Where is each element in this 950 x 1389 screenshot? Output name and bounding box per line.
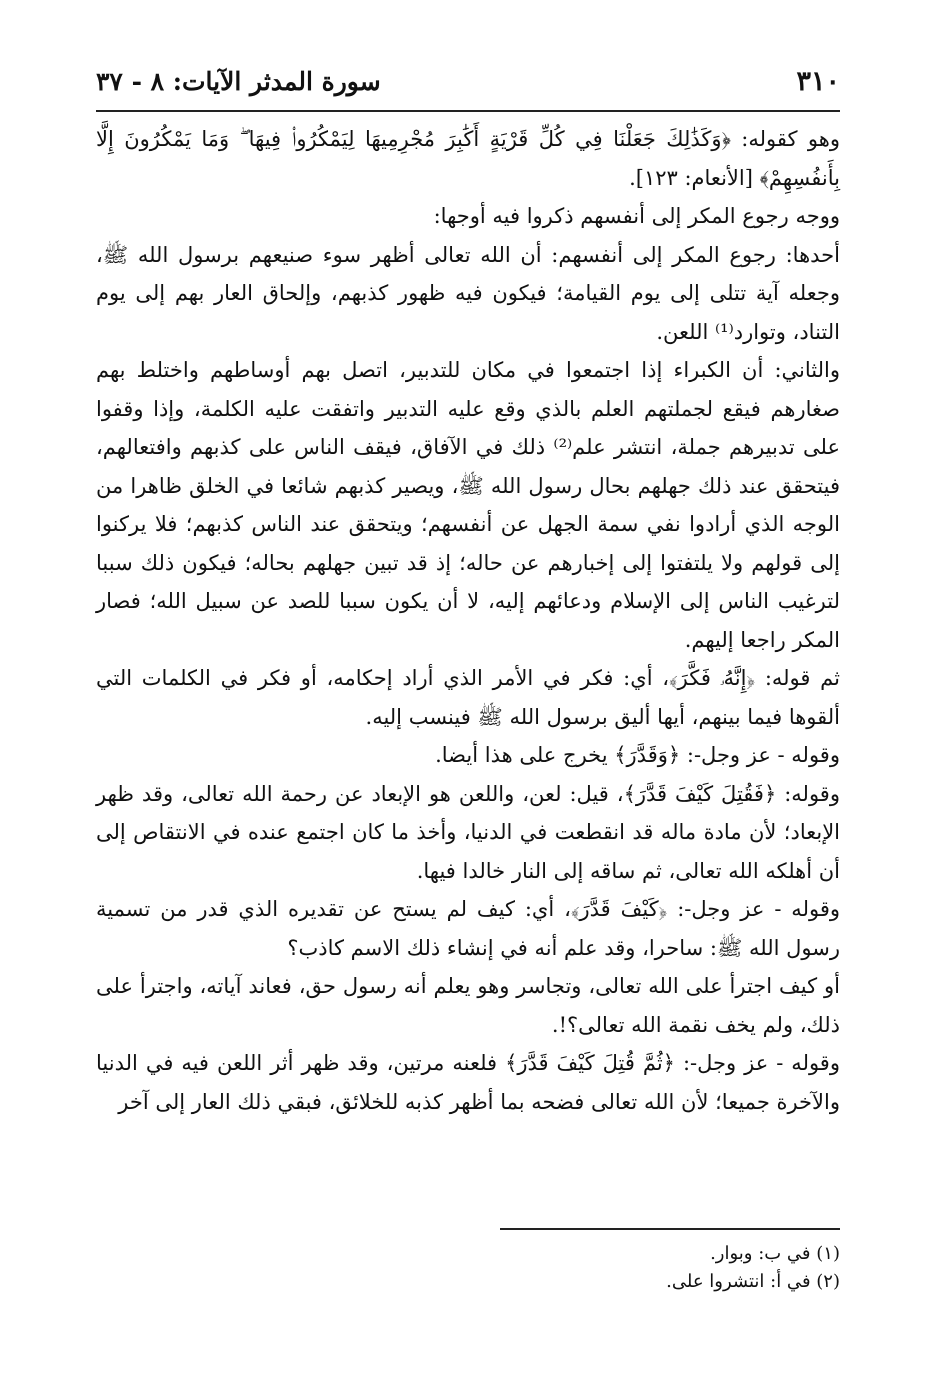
paragraph: وقوله - عز وجل-: ﴿ثُمَّ قُتِلَ كَيْفَ قَدَّرَ﴾ فلعنه مرتين، وقد ظهر أثر اللعن فيه في الدنيا والآخرة جميعا؛ لأن الله تعالى فضحه بما أظهر كذبه للخلائق، فبقي ذلك العار إلى آخر xyxy=(96,1051,840,1114)
paragraph: وقوله - عز وجل-: ﴿كَيْفَ قَدَّرَ﴾، أي: كيف لم يستح عن تقديره الذي قدر من تسمية رسول الله ﷺ: ساحرا، وقد علم أنه في إنشاء ذلك الاسم كاذب؟ xyxy=(96,897,840,960)
paragraph: والثاني: أن الكبراء إذا اجتمعوا في مكان للتدبير، اتصل بهم أوساطهم واختلط بهم صغارهم فيقع لجملتهم العلم بالذي وقع عليه التدبير واتفقت عليه الكلمة، وإذا وقفوا على تدبيرهم جملة، انتشر علم⁽²⁾ ذلك في الآفاق، فيقف الناس على كذبهم وافتعالهم، فيتحقق عند ذلك جهلهم بحال رسول الله ﷺ، ويصير كذبهم شائعا في الخلق ظاهرا من الوجه الذي أرادوا نفي سمة الجهل عن أنفسهم؛ ويتحقق عند الناس كذبهم؛ فلا يركنوا إلى قولهم ولا يلتفتوا إلى إخبارهم عن حاله؛ إذ قد تبين جهلهم بحاله؛ فيكون ذلك سببا لترغيب الناس إلى الإسلام ودعائهم إليه، لا أن يكون سببا للصد عن سبيل الله؛ فصار المكر راجعا إليهم. xyxy=(96,358,841,652)
footnote: (٢) في أ: انتشروا على. xyxy=(666,1271,840,1292)
footnote-divider xyxy=(500,1228,840,1230)
paragraph: ووجه رجوع المكر إلى أنفسهم ذكروا فيه أوجها: xyxy=(433,204,840,228)
page-header xyxy=(96,64,840,104)
running-title: سورة المدثر الآيات: ٨ - ٣٧ xyxy=(96,67,381,96)
header-divider xyxy=(96,110,840,112)
main-text xyxy=(96,120,840,1121)
footnotes xyxy=(96,1240,840,1296)
paragraph: وهو كقوله: ﴿وَكَذَٰلِكَ جَعَلْنَا فِي كُلِّ قَرْيَةٍ أَكَٰبِرَ مُجْرِمِيهَا لِيَمْكُرُوا۟ فِيهَا ۖ وَمَا يَمْكُرُونَ إِلَّا بِأَنفُسِهِمْ﴾ [الأنعام: ١٢٣]. xyxy=(96,127,840,190)
page-number: ٣١٠ xyxy=(796,66,840,97)
paragraph: أحدها: رجوع المكر إلى أنفسهم: أن الله تعالى أظهر سوء صنيعهم برسول الله ﷺ، وجعله آية تتلى إلى يوم القيامة؛ فيكون فيه ظهور كذبهم، وإلحاق العار بهم إلى يوم التناد، وتوارد⁽¹⁾ اللعن. xyxy=(96,242,840,344)
paragraph: أو كيف اجترأ على الله تعالى، وتجاسر وهو يعلم أنه رسول حق، فعاند آياته، واجترأ على ذلك، ولم يخف نقمة الله تعالى؟!. xyxy=(96,974,840,1037)
paragraph: ثم قوله: ﴿إِنَّهُۥ فَكَّرَ﴾، أي: فكر في الأمر الذي أراد إحكامه، أو فكر في الكلمات التي ألقوها فيما بينهم، أيها أليق برسول الله ﷺ فينسب إليه. xyxy=(96,666,840,729)
footnote: (١) في ب: وبوار. xyxy=(710,1243,840,1264)
paragraph: وقوله: ﴿فَقُتِلَ كَيْفَ قَدَّرَ﴾، قيل: لعن، واللعن هو الإبعاد عن رحمة الله تعالى، وقد ظهر الإبعاد؛ لأن مادة ماله قد انقطعت في الدنيا، وأخذ ما كان اجتمع عنده في الانتقاص إلى أن أهلكه الله تعالى، ثم ساقه إلى النار خالدا فيها. xyxy=(96,781,841,883)
paragraph: وقوله - عز وجل-: ﴿وَقَدَّرَ﴾ يخرج على هذا أيضا. xyxy=(435,743,840,767)
